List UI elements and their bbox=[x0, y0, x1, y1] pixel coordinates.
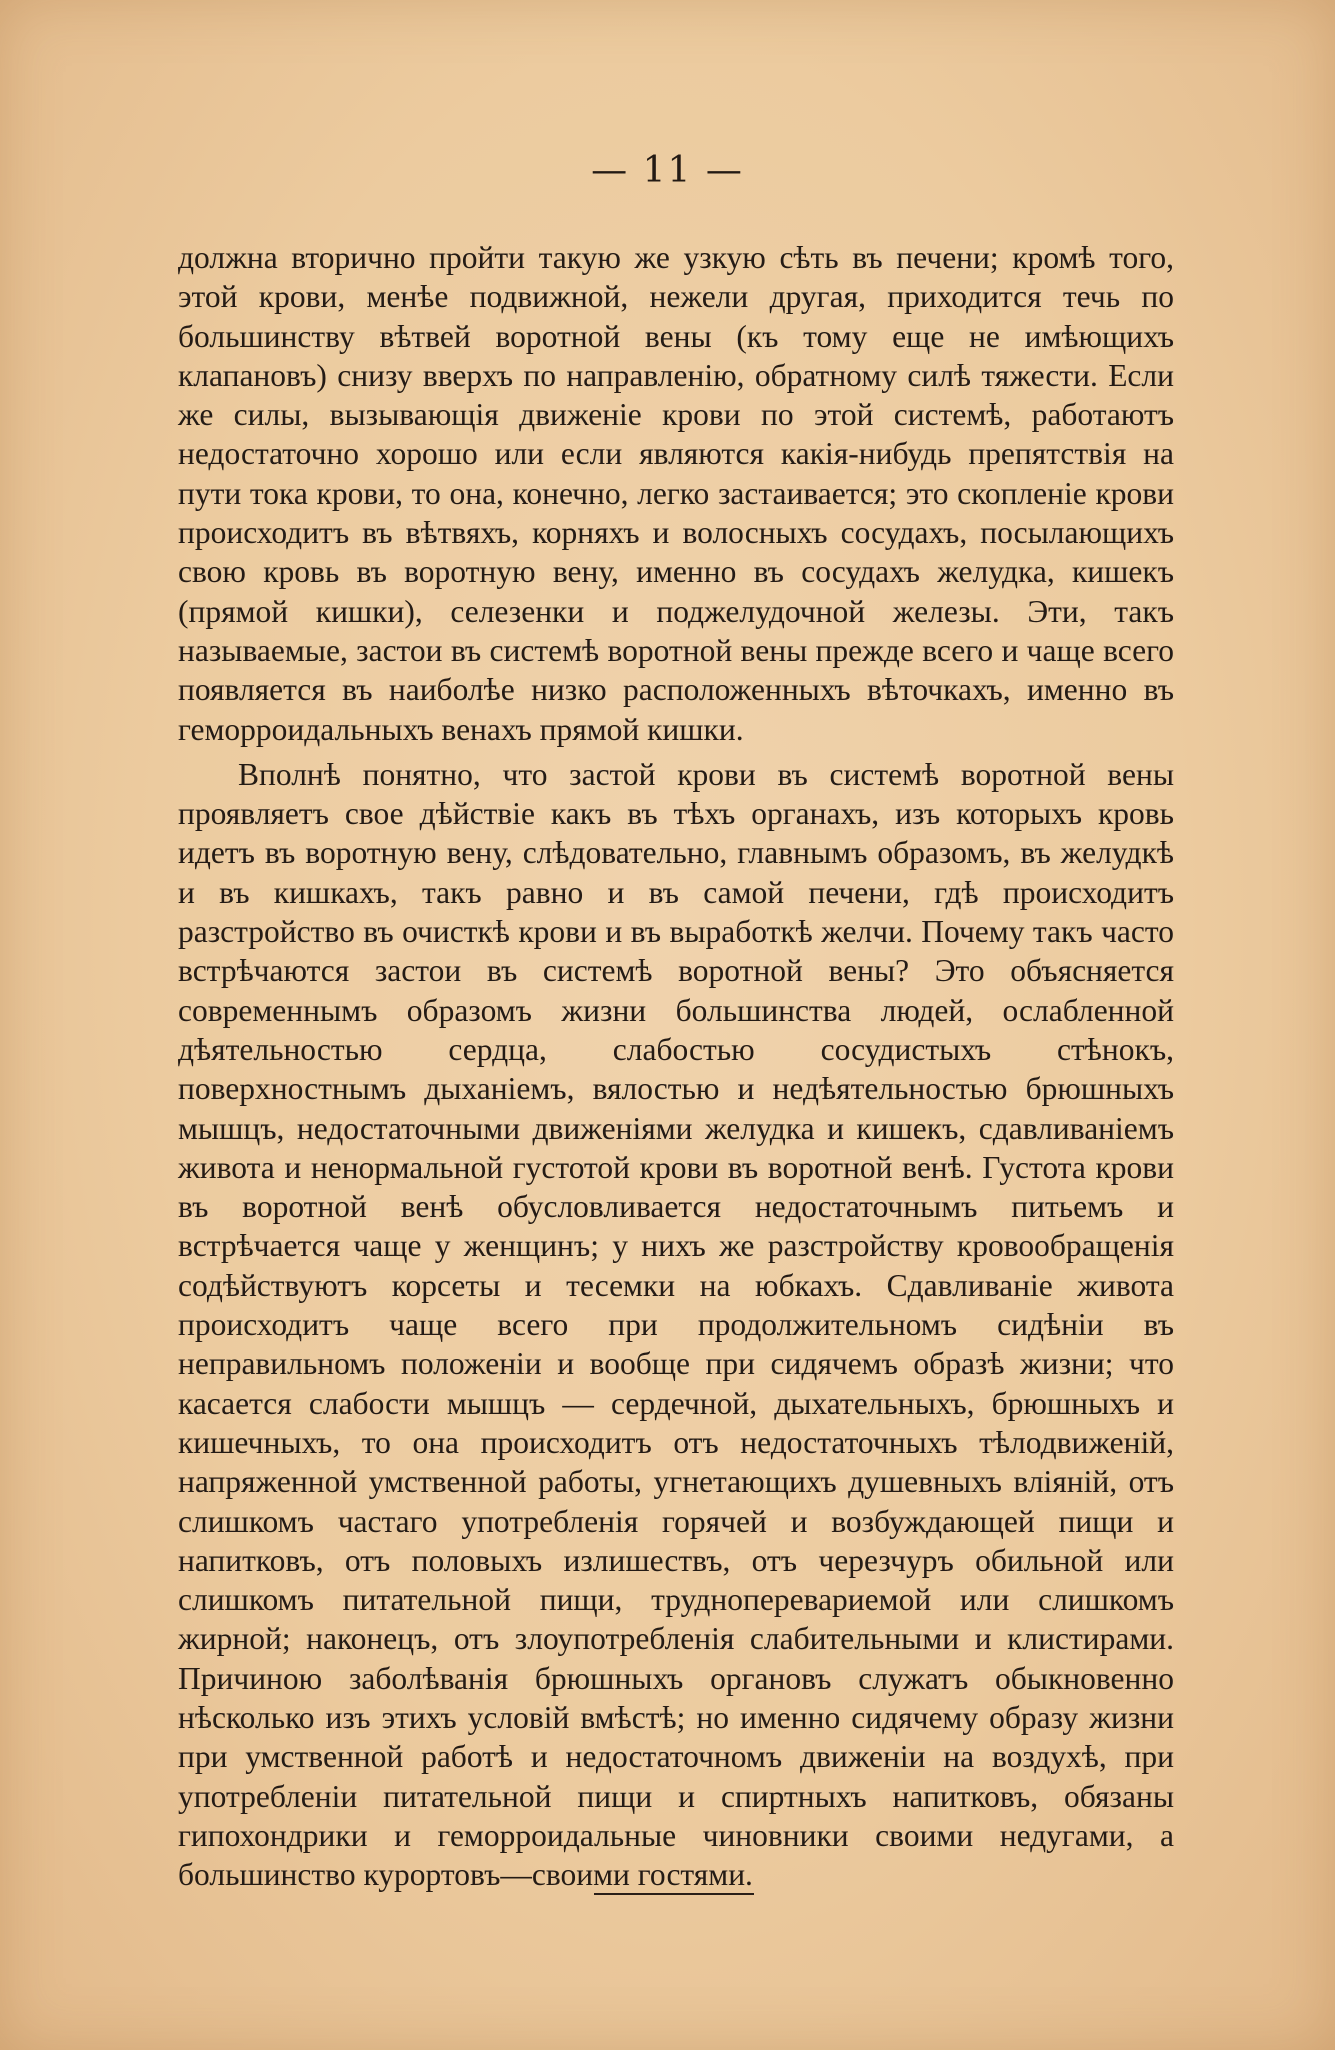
paragraph-1: должна вторично пройти такую же узкую сѣть въ печени; кромѣ того, этой крови, менѣе подвижной, нежели другая, приходится течь по большинству вѣтвей воротной вены (къ тому еще не имѣющихъ клапановъ) снизу вверхъ по направленію, обратному силѣ тяжести. Если же силы, вызывающія движеніе крови по этой системѣ, работаютъ недостаточно хорошо или если являются какія-нибудь препятствія на пути тока крови, то она, конечно, легко застаивается; это скопленіе крови происходитъ въ вѣтвяхъ, корняхъ и волосныхъ сосудахъ, посылающихъ свою кровь въ воротную вену, именно въ сосудахъ желудка, кишекъ (прямой кишки), селезенки и поджелудочной железы. Эти, такъ называемые, застои въ системѣ воротной вены прежде всего и чаще всего появляется въ наиболѣе низко расположенныхъ вѣточкахъ, именно въ геморроидальныхъ венахъ прямой кишки. bbox=[178, 240, 1174, 747]
page-number: — 11 — bbox=[591, 150, 744, 191]
paragraph-2: Вполнѣ понятно, что застой крови въ системѣ воротной вены проявляетъ свое дѣйствіе какъ въ тѣхъ органахъ, изъ которыхъ кровь идетъ въ воротную вену, слѣдовательно, главнымъ образомъ, въ желудкѣ и въ кишкахъ, такъ равно и въ самой печени, гдѣ происходитъ разстройство въ очисткѣ крови и въ выработкѣ желчи. Почему такъ часто встрѣчаются застои въ системѣ воротной вены? Это объясняется современнымъ образомъ жизни большинства людей, ослабленной дѣятельностью сердца, слабостью сосудистыхъ стѣнокъ, поверхностнымъ дыханіемъ, вялостью и недѣятельностью брюшныхъ мышцъ, недостаточными движеніями желудка и кишекъ, сдавливаніемъ живота и ненормальной густотой крови въ воротной венѣ. Густота крови въ воротной венѣ обусловливается недостаточнымъ питьемъ и встрѣчается чаще у женщинъ; у нихъ же разстройству кровообращенія содѣйствуютъ корсеты и тесемки на юбкахъ. Сдавливаніе живота происходитъ чаще всего при продолжительномъ сидѣніи въ неправильномъ положеніи и вообще при сидячемъ образѣ жизни; что касается слабости мышцъ — сердечной, дыхательныхъ, брюшныхъ и кишечныхъ, то она происходитъ отъ недостаточныхъ тѣлодвиженій, напряженной умственной работы, угнетающихъ душевныхъ вліяній, отъ слишкомъ частаго употребленія горячей и возбуждающей пищи и напитковъ, отъ половыхъ излишествъ, отъ черезчуръ обильной или слишкомъ питательной пищи, трудноперевариемой или слишкомъ жирной; наконецъ, отъ злоупотребленія слабительными и клистирами. Причиною заболѣванія брюшныхъ органовъ служатъ обыкновенно нѣсколько изъ этихъ условій вмѣстѣ; но именно сидячему образу жизни при умственной работѣ и недостаточномъ движеніи на воздухѣ, при употребленіи питательной пищи и спиртныхъ напитковъ, обязаны гипохондрики и геморроидальные чиновники своими недугами, а большинство курортовъ—своими гостями. bbox=[178, 756, 1174, 1893]
body-text bbox=[178, 238, 1174, 1894]
end-rule bbox=[594, 1893, 754, 1895]
